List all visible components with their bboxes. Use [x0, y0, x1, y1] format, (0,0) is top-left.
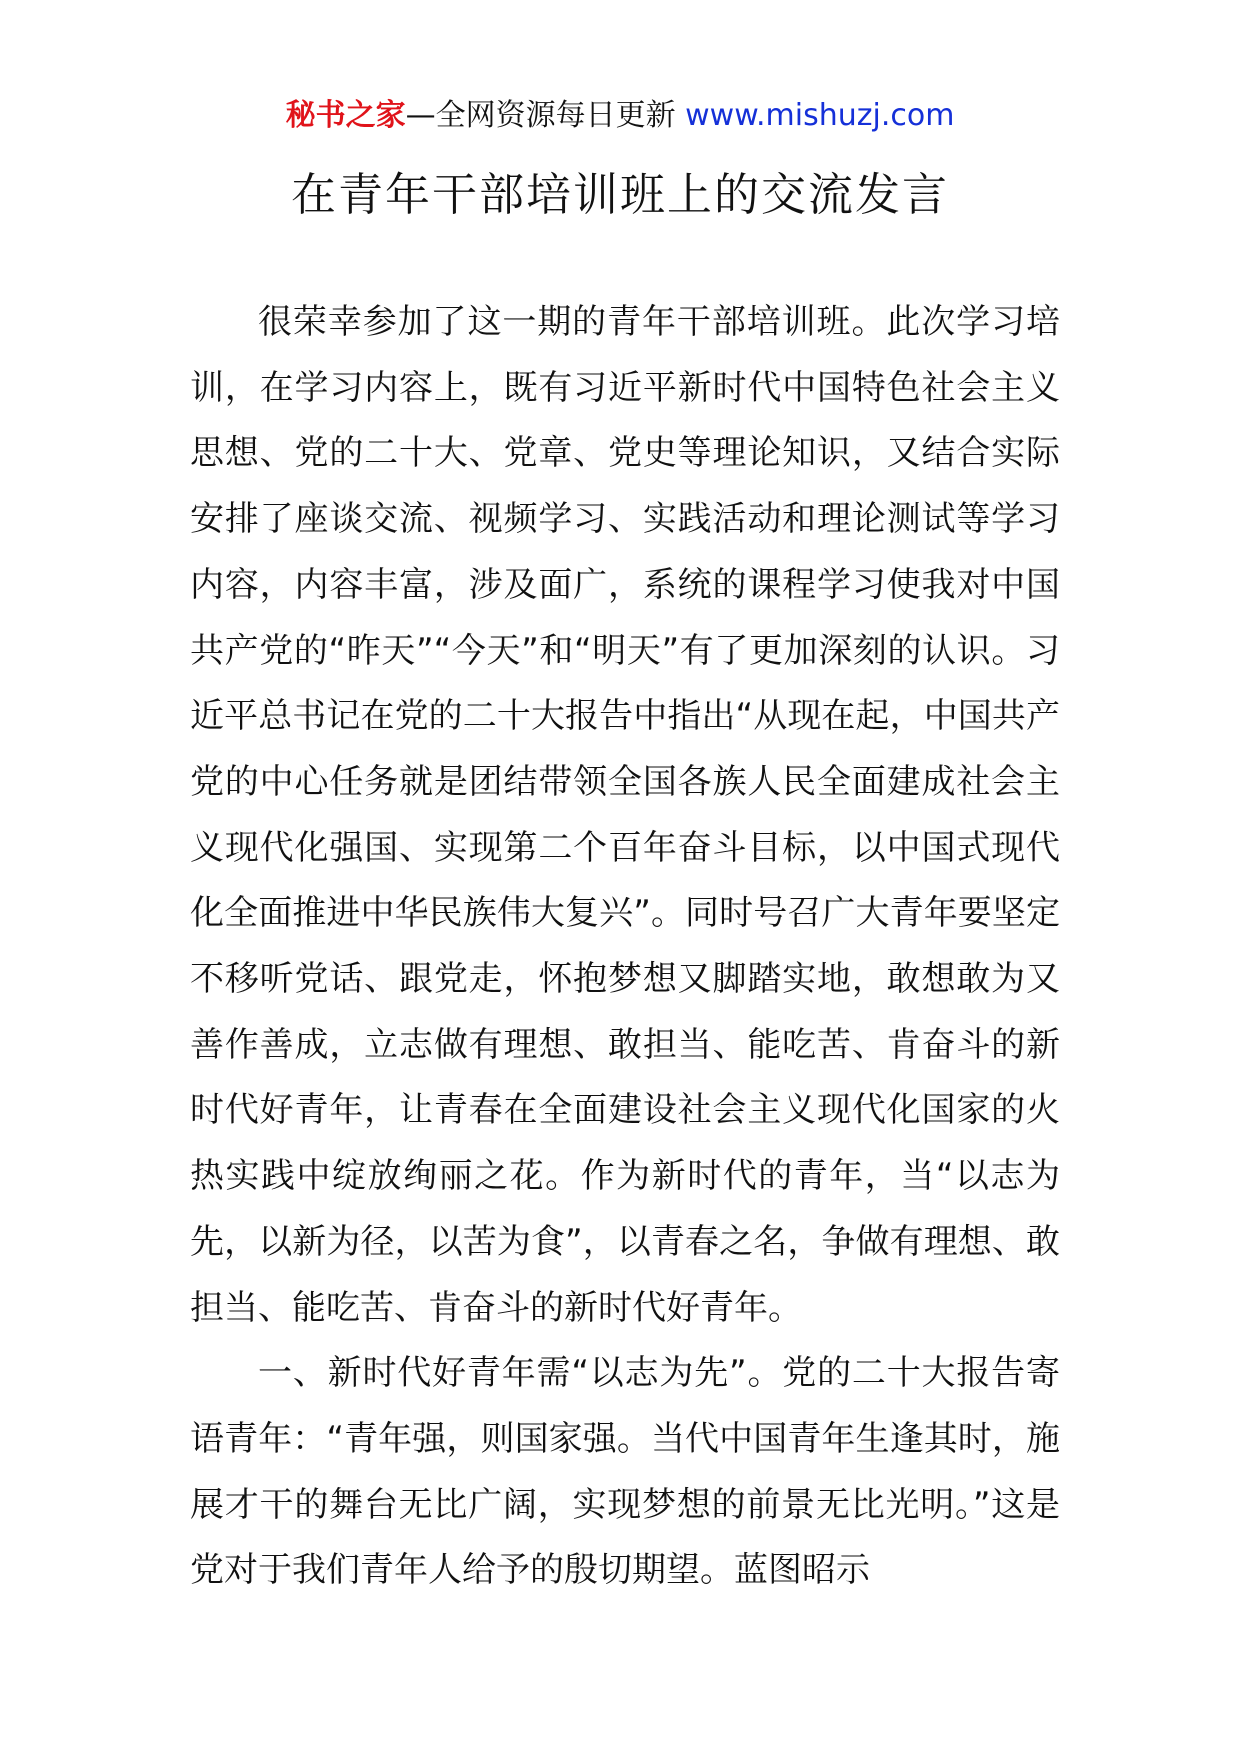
site-header: [0, 96, 1240, 136]
document-body: [190, 290, 1060, 1604]
site-url-link[interactable]: www.mishuzj.com: [685, 98, 955, 133]
document-title: 在青年干部培训班上的交流发言: [290, 168, 949, 221]
site-tagline: —全网资源每日更新: [405, 98, 686, 133]
site-brand: 秘书之家: [285, 98, 406, 133]
body-paragraph: 一、新时代好青年需“以志为先”。党的二十大报告寄语青年：“青年强，则国家强。当代中国青年生逢其时，施展才干的舞台无比广阔，实现梦想的前景无比光明。”这是党对于我们青年人给予的殷切期望。蓝图昭示: [190, 1353, 1060, 1591]
body-paragraph: 很荣幸参加了这一期的青年干部培训班。此次学习培训，在学习内容上，既有习近平新时代中国特色社会主义思想、党的二十大、党章、党史等理论知识，又结合实际安排了座谈交流、视频学习、实践活动和理论测试等学习内容，内容丰富，涉及面广，系统的课程学习使我对中国共产党的“昨天”“今天”和“明天”有了更加深刻的认识。习近平总书记在党的二十大报告中指出“从现在起，中国共产党的中心任务就是团结带领全国各族人民全面建成社会主义现代化强国、实现第二个百年奋斗目标，以中国式现代化全面推进中华民族伟大复兴”。同时号召广大青年要坚定不移听党话、跟党走，怀抱梦想又脚踏实地，敢想敢为又善作善成，立志做有理想、敢担当、能吃苦、肯奋斗的新时代好青年，让青春在全面建设社会主义现代化国家的火热实践中绽放绚丽之花。作为新时代的青年，当“以志为先，以新为径，以苦为食”，以青春之名，争做有理想、敢担当、能吃苦、肯奋斗的新时代好青年。: [190, 302, 1060, 1328]
